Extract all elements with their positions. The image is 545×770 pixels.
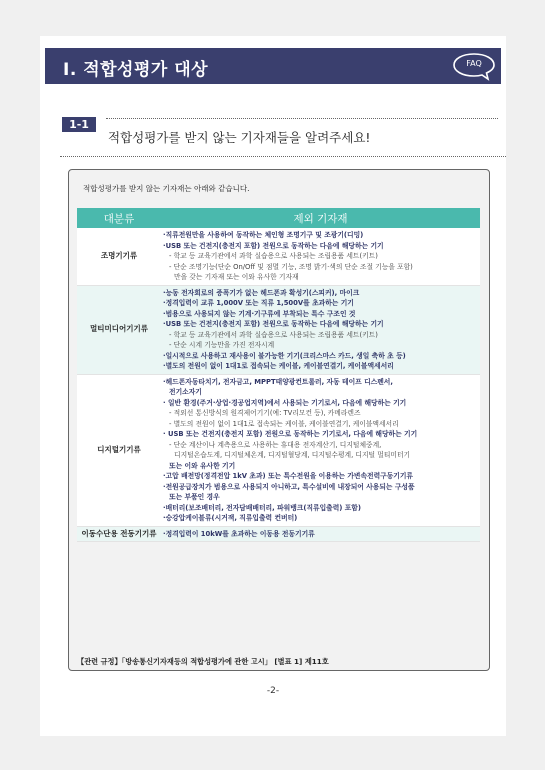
faq-label: FAQ — [466, 59, 482, 68]
item-line: ·헤드폰자동타치기, 전자금고, MPPT태양광컨트롤러, 자동 테이프 디스펜서, — [163, 377, 393, 386]
table-row — [77, 526, 480, 542]
related-regulation: 【관련 규정】「방송통신기자재등의 적합성평가에 관한 고시」 [별표 1] 제11호 — [77, 657, 329, 666]
items-cell — [161, 228, 480, 285]
category-cell: 디지털기기류 — [77, 374, 161, 526]
item-line: ·별도의 전원이 없이 1대1로 접속되는 케이블, 케이블연결기, 케이블액세서리 — [163, 362, 394, 370]
item-line: 디지털온습도계, 디지털체온계, 디지털혈당계, 디지털수평계, 디지털 멀티미터기 — [174, 451, 411, 459]
item-line: ·배터리(보조배터리, 전자담배배터리, 파워뱅크(직류입출력) 포함) — [163, 503, 361, 512]
item-line: - 단순 계산이나 계측용으로 사용하는 휴대용 전자계산기, 디지털체중계, — [169, 440, 382, 449]
item-line: ·전원공급장치가 범용으로 사용되지 아니하고, 특수설비에 내장되어 사용되는 구성품 — [163, 482, 415, 491]
items-cell — [161, 285, 480, 374]
item-line: ·승강압케이블류(시거잭, 직류입출력 컨버터) — [163, 514, 298, 522]
answer-box — [68, 169, 490, 671]
section-banner — [45, 48, 501, 84]
item-line: ·USB 또는 건전지(충전지 포함) 전원으로 동작하는 다음에 해당하는 기기 — [163, 241, 384, 250]
item-line: - 단순 조명기능(단순 On/Off 및 점멸 기능, 조명 밝기·색의 단순 조절 기능을 포함) — [169, 262, 413, 271]
dotted-divider — [106, 118, 498, 119]
page-number: -2- — [266, 686, 280, 696]
item-line: 전기소자기 — [169, 388, 202, 396]
items-cell — [161, 374, 480, 526]
question-number: 1-1 — [62, 117, 96, 132]
item-line: ·정격입력이 10kW를 초과하는 이동용 전동기기류 — [163, 529, 315, 538]
item-line: - 별도의 전원이 없이 1대1로 접속되는 케이블, 케이블연결기, 케이블액세서리 — [169, 419, 399, 428]
item-line: ·일시적으로 사용하고 재사용이 불가능한 기기(크리스마스 카드, 생일 축하 초 등) — [163, 351, 406, 360]
item-line: ·USB 또는 건전지(충전지 포함) 전원으로 동작하는 다음에 해당하는 기기 — [163, 320, 384, 328]
question-text: 적합성평가를 받지 않는 기자재들을 알려주세요! — [108, 130, 371, 145]
category-cell: 조명기기류 — [77, 228, 161, 285]
item-line: 또는 부품인 경우 — [169, 493, 220, 501]
category-cell: 이동수단용 전동기기류 — [77, 526, 161, 542]
faq-badge — [450, 51, 498, 81]
item-line: - 학교 등 교육기관에서 과학 실습용으로 사용되는 조립용품 세트(키트) — [169, 330, 378, 339]
document-page — [40, 36, 506, 736]
section-title: I. 적합성평가 대상 — [63, 60, 209, 80]
items-cell — [161, 526, 480, 542]
item-line: ·고압 배전망(정격전압 1kV 초과) 또는 특수전원을 이용하는 가변속전력구동기기류 — [163, 472, 413, 480]
exclusion-table — [77, 208, 480, 542]
item-line: 만을 갖는 기자재 또는 이와 유사한 기자재 — [174, 273, 299, 281]
item-line: ·범용으로 사용되지 않는 기계·기구류에 부착되는 특수 구조인 것 — [163, 309, 356, 318]
item-line: - 학교 등 교육기관에서 과학 실습용으로 사용되는 조립용품 세트(키트) — [169, 252, 378, 260]
answer-intro: 적합성평가를 받지 않는 기자재는 아래와 같습니다. — [83, 184, 250, 193]
item-line: ·직류전원만을 사용하여 동작하는 체인형 조명기구 및 조광기(디밍) — [163, 231, 364, 239]
item-line: ·정격입력이 교류 1,000V 또는 직류 1,500V를 초과하는 기기 — [163, 299, 354, 307]
table-row — [77, 285, 480, 374]
item-line: - 단순 시계 기능만을 가진 전자시계 — [169, 341, 275, 349]
table-row — [77, 228, 480, 285]
header-items: 제외 기자재 — [161, 208, 480, 228]
item-line: - 적외선 통신방식의 원격제어기기(예: TV리모컨 등), 카메라렌즈 — [169, 409, 361, 417]
item-line: 또는 이와 유사한 기기 — [169, 461, 236, 470]
header-category: 대분류 — [77, 208, 161, 228]
table-row — [77, 374, 480, 526]
item-line: · 일반 환경(주거·상업·경공업지역)에서 사용되는 기기로서, 다음에 해당하는 기기 — [163, 398, 407, 407]
item-line: · USB 또는 건전지(충전지 포함) 전원으로 동작하는 기기로서, 다음에 해당하는 기기 — [163, 430, 418, 438]
dotted-divider — [60, 156, 506, 157]
category-cell: 멀티미디어기기류 — [77, 285, 161, 374]
item-line: ·능동 전자회로의 증폭기가 없는 헤드폰과 확성기(스피커), 마이크 — [163, 288, 360, 297]
